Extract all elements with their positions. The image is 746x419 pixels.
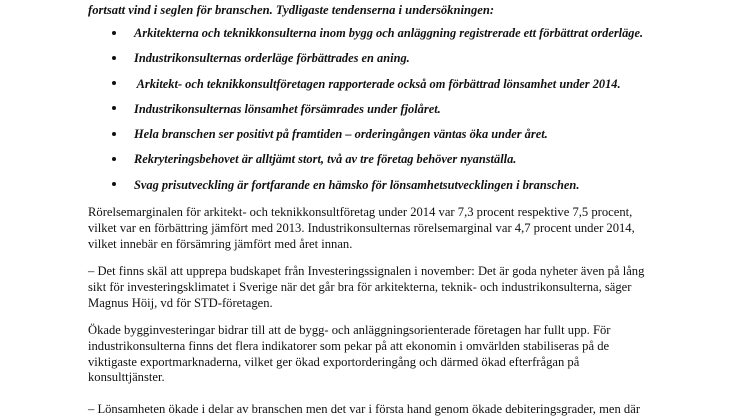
paragraph-line: – Det finns skäl att upprepa budskapet från Investeringssignalen i november: Det är goda nyheter även på lång xyxy=(88,264,645,278)
bullet-icon xyxy=(112,132,116,136)
list-item xyxy=(0,76,746,101)
bullet-icon xyxy=(112,56,116,60)
paragraph-line: Rörelsemarginalen för arkitekt- och teknikkonsultföretag under 2014 var 7,3 procent respektive 7,5 procent, xyxy=(88,205,633,219)
bullet-icon xyxy=(112,157,116,161)
list-item xyxy=(0,101,746,126)
paragraph-line: – Lönsamheten ökade i delar av branschen men det var i första hand genom ökade debiteringsgrader, men där xyxy=(88,402,641,416)
bullet-icon xyxy=(112,31,116,35)
list-item-text: Arkitekt- och teknikkonsultföretagen rapporterade också om förbättrad lönsamhet under 2014. xyxy=(134,76,621,91)
paragraph-quote xyxy=(88,264,728,311)
paragraph-line: industrikonsulterna finns det flera indikatorer som pekar på att ekonomin i omvärlden stabiliseras på de xyxy=(88,338,610,353)
paragraph-line: Ökade bygginvesteringar bidrar till att de bygg- och anläggningsorienterade företagen har fullt upp. För xyxy=(88,323,611,337)
paragraph-investments xyxy=(88,323,728,386)
intro-line: fortsatt vind i seglen för branschen. Tydligaste tendenserna i undersökningen: xyxy=(88,3,495,17)
paragraph-line: vilket var en förbättring jämfört med 2013. Industrikonsulternas rörelsemarginal var 4,7 procent under 2014, xyxy=(88,220,635,235)
list-item-text: Industrikonsulternas orderläge förbättrades en aning. xyxy=(134,51,410,66)
list-item-text: Hela branschen ser positivt på framtiden – orderingången väntas öka under året. xyxy=(134,127,548,142)
list-item-text: Svag prisutveckling är fortfarande en hämsko för lönsamhetsutvecklingen i branschen. xyxy=(134,177,580,192)
paragraph-margins xyxy=(88,205,728,252)
findings-list xyxy=(0,25,746,202)
list-item-text: Rekryteringsbehovet är alltjämt stort, två av tre företag behöver nyanställa. xyxy=(134,152,517,167)
list-item xyxy=(0,177,746,202)
paragraph-profitability xyxy=(88,402,728,418)
list-item-text: Industrikonsulternas lönsamhet försämrades under fjolåret. xyxy=(134,101,441,116)
list-item xyxy=(0,50,746,75)
paragraph-line: konsulttjänster. xyxy=(88,370,165,385)
bullet-icon xyxy=(112,81,116,85)
paragraph-line: vilket innebär en försämring jämfört med året innan. xyxy=(88,236,353,251)
paragraph-line: Magnus Höij, vd för STD-företagen. xyxy=(88,295,273,310)
list-item xyxy=(0,126,746,151)
paragraph-line: viktigaste exportmarknaderna, vilket ger ökad exportorderingång och därmed ökad efterfrågan på xyxy=(88,354,580,369)
list-item xyxy=(0,151,746,176)
list-item xyxy=(0,25,746,50)
bullet-icon xyxy=(112,106,116,110)
list-item-text: Arkitekterna och teknikkonsulterna inom bygg och anläggning registrerade ett förbättrat orderläge. xyxy=(134,26,644,40)
bullet-icon xyxy=(112,182,116,186)
paragraph-line: sikt för investeringsklimatet i Sverige när det går bra för arkitekterna, teknik- och industrikonsulterna, säger xyxy=(88,279,632,294)
